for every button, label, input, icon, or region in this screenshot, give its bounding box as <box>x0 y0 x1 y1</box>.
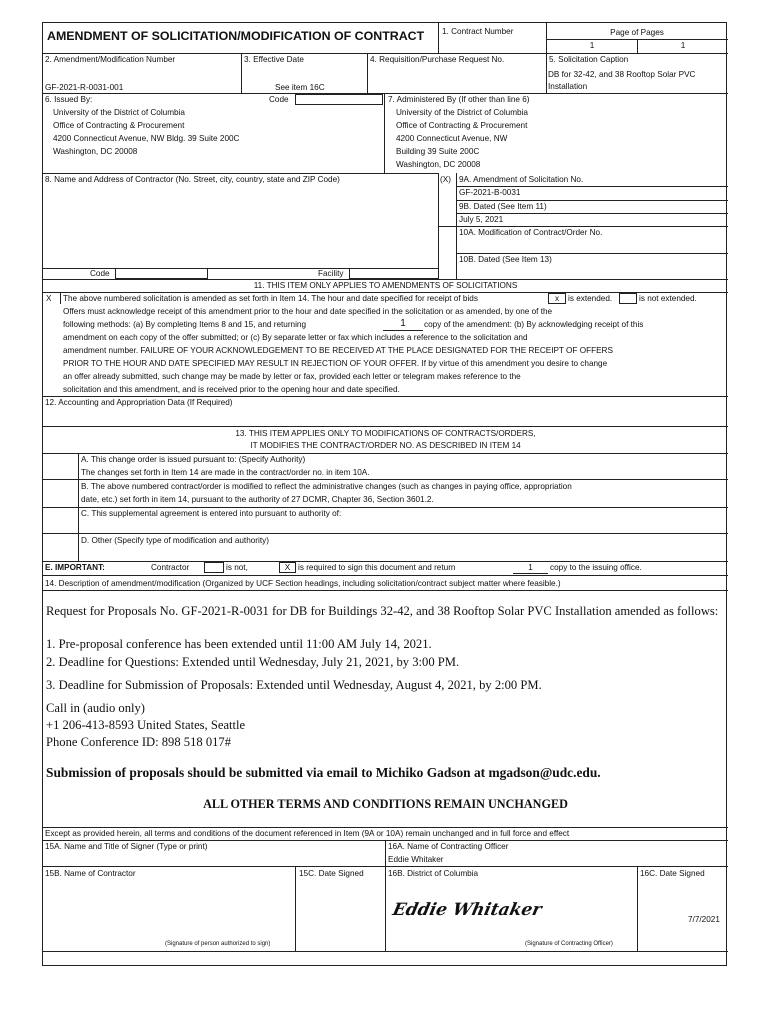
contractor-date-label: 15C. Date Signed <box>299 869 364 878</box>
effective-date-label: 3. Effective Date <box>244 55 304 64</box>
item9-check: (X) <box>440 175 451 184</box>
issued-by-code-label: Code <box>269 95 289 104</box>
contract-number-label: 1. Contract Number <box>442 27 514 36</box>
issued-by-line: University of the District of Columbia <box>53 108 185 117</box>
extended-mark: x <box>554 294 560 303</box>
item11-mark: X <box>46 294 52 303</box>
important-label: E. IMPORTANT: <box>45 563 105 572</box>
item13b-line: B. The above numbered contract/order is modified to reflect the administrative changes (such as changes in paying office, appropriation <box>81 482 572 491</box>
item13c-line: C. This supplemental agreement is entered into pursuant to authority of: <box>81 509 342 518</box>
amendment-number-label: 2. Amendment/Modification Number <box>45 55 176 64</box>
item13-heading: 13. THIS ITEM APPLIES ONLY TO MODIFICATIONS OF CONTRACTS/ORDERS, <box>235 429 536 438</box>
item13d-line: D. Other (Specify type of modification and authority) <box>81 536 269 545</box>
issued-by-line: Washington, DC 20008 <box>53 147 138 156</box>
requisition-label: 4. Requisition/Purchase Request No. <box>370 55 505 64</box>
call-in-line: Call in (audio only) <box>46 701 145 715</box>
issued-by-line: 4200 Connecticut Avenue, NW Bldg. 39 Suite 200C <box>53 134 240 143</box>
item11-line: copy of the amendment: (b) By acknowledging receipt of this <box>424 320 644 329</box>
is-required-mark: X <box>284 563 291 572</box>
total-pages: 1 <box>680 41 686 50</box>
extended-label: is extended. <box>568 294 613 303</box>
item11-line: The above numbered solicitation is amended as set forth in Item 14. The hour and date specified for receipt of bids <box>63 294 478 303</box>
amendment-number-value: GF-2021-R-0031-001 <box>45 83 124 92</box>
item11-line: an offer already submitted, such change may be made by letter or fax, provided each letter or telegram makes reference to the <box>63 372 521 381</box>
issued-by-label: 6. Issued By: <box>45 95 93 104</box>
contractor-label: 8. Name and Address of Contractor (No. Street, city, country, state and ZIP Code) <box>45 175 340 184</box>
page-of-pages-label: Page of Pages <box>610 28 664 37</box>
administered-by-line: 4200 Connecticut Avenue, NW <box>396 134 508 143</box>
item11-line: Offers must acknowledge receipt of this amendment prior to the hour and date specified in the solicitation or as amended, by one of the <box>63 307 553 316</box>
administered-by-label: 7. Administered By (If other than line 6) <box>388 95 530 104</box>
contractor-facility-label: Facility <box>318 269 344 278</box>
officer-date-signed: 7/7/2021 <box>688 915 720 924</box>
item11-line: amendment on each copy of the offer submitted; or (c) By separate letter or fax which includes a reference to the solicitation and <box>63 333 528 342</box>
copies-count: 1 <box>400 318 406 329</box>
contractor-code-label: Code <box>90 269 110 278</box>
contracting-officer-name: Eddie Whitaker <box>388 855 444 864</box>
item9a-label: 9A. Amendment of Solicitation No. <box>459 175 584 184</box>
item13a-line: The changes set forth in Item 14 are made in the contract/order no. in item 10A. <box>81 468 370 477</box>
submission-note: Submission of proposals should be submitted via email to Michiko Gadson at mgadson@udc.edu. <box>46 765 601 780</box>
issued-by-line: Office of Contracting & Procurement <box>53 121 185 130</box>
not-extended-label: is not extended. <box>639 294 697 303</box>
is-not-checkbox[interactable] <box>204 562 224 573</box>
important-copies: 1 <box>528 563 533 572</box>
item11-line: following methods: (a) By completing Items 8 and 15, and returning <box>63 320 307 329</box>
important-is-required: is required to sign this document and return <box>298 563 456 572</box>
form-title: AMENDMENT OF SOLICITATION/MODIFICATION OF CONTRACT <box>47 29 425 43</box>
item13b-line: date, etc.) set forth in item 14, pursuant to the authority of 27 DCMR, Chapter 36, Section 3601.2. <box>81 495 434 504</box>
is-required-checkbox[interactable] <box>279 562 296 573</box>
administered-by-line: Office of Contracting & Procurement <box>396 121 528 130</box>
not-extended-checkbox[interactable] <box>619 293 637 304</box>
important-contractor: Contractor <box>151 563 190 572</box>
call-in-line: +1 206-413-8593 United States, Seattle <box>46 718 246 732</box>
terms-unchanged: ALL OTHER TERMS AND CONDITIONS REMAIN UNCHANGED <box>203 797 568 811</box>
item14-point: 3. Deadline for Submission of Proposals: Extended until Wednesday, August 4, 2021, by 2:00 PM. <box>46 678 542 692</box>
item14-intro: Request for Proposals No. GF-2021-R-0031 for DB for Buildings 32-42, and 38 Rooftop Solar PVC Installation amended as follows: <box>46 604 719 618</box>
call-in-line: Phone Conference ID: 898 518 017# <box>46 735 232 749</box>
administered-by-line: Building 39 Suite 200C <box>396 147 480 156</box>
item11-line: amendment number. FAILURE OF YOUR ACKNOWLEDGEMENT TO BE RECEIVED AT THE PLACE DESIGNATED FOR THE RECEIPT OF OFFERS <box>63 346 613 355</box>
item10b-label: 10B. Dated (See Item 13) <box>459 255 552 264</box>
district-label: 16B. District of Columbia <box>388 869 479 878</box>
solicitation-caption-label: 5. Solicitation Caption <box>549 55 629 64</box>
extended-checkbox[interactable] <box>548 293 566 304</box>
important-is-not: is not, <box>226 563 248 572</box>
signer-name-label: 15A. Name and Title of Signer (Type or print) <box>45 842 208 851</box>
contractor-name-label: 15B. Name of Contractor <box>45 869 136 878</box>
solicitation-caption-line1: DB for 32-42, and 38 Rooftop Solar PVC <box>548 70 696 79</box>
item11-line: solicitation and this amendment, and is received prior to the opening hour and date specified. <box>63 385 400 394</box>
item13-heading: IT MODIFIES THE CONTRACT/ORDER NO. AS DESCRIBED IN ITEM 14 <box>250 441 521 450</box>
item9b-value: July 5, 2021 <box>459 215 504 224</box>
item9a-value: GF-2021-B-0031 <box>459 188 521 197</box>
administered-by-line: University of the District of Columbia <box>396 108 528 117</box>
solicitation-caption-line2: Installation <box>548 82 588 91</box>
item14-label: 14. Description of amendment/modification (Organized by UCF Section headings, including solicitation/contract subject matter where feasible.) <box>45 579 561 588</box>
except-note: Except as provided herein, all terms and conditions of the document referenced in Item (9A or 10A) remain unchanged and in full force and effect <box>45 829 570 838</box>
item9b-label: 9B. Dated (See Item 11) <box>459 202 547 211</box>
contractor-signature-caption: (Signature of person authorized to sign) <box>165 941 271 947</box>
item12-label: 12. Accounting and Appropriation Data (If Required) <box>45 398 233 407</box>
item10a-label: 10A. Modification of Contract/Order No. <box>459 228 603 237</box>
page-number: 1 <box>589 41 595 50</box>
item14-point: 2. Deadline for Questions: Extended until Wednesday, July 21, 2021, by 3:00 PM. <box>46 655 460 669</box>
item11-line: PRIOR TO THE HOUR AND DATE SPECIFIED MAY RESULT IN REJECTION OF YOUR OFFER. If by virtue of this amendment you desire to change <box>63 359 608 368</box>
item14-point: 1. Pre-proposal conference has been extended until 11:00 AM July 14, 2021. <box>46 637 432 651</box>
officer-signature-caption: (Signature of Contracting Officer) <box>525 941 613 947</box>
effective-date-value: See item 16C <box>275 83 325 92</box>
officer-signature: Eddie Whitaker <box>390 900 544 920</box>
contracting-officer-label: 16A. Name of Contracting Officer <box>388 842 509 851</box>
officer-date-label: 16C. Date Signed <box>640 869 705 878</box>
amendment-form <box>42 22 727 966</box>
item11-heading: 11. THIS ITEM ONLY APPLIES TO AMENDMENTS OF SOLICITATIONS <box>253 281 518 290</box>
important-copy-to: copy to the issuing office. <box>550 563 642 572</box>
administered-by-line: Washington, DC 20008 <box>396 160 481 169</box>
item13a-line: A. This change order is issued pursuant to: (Specify Authority) <box>81 455 306 464</box>
